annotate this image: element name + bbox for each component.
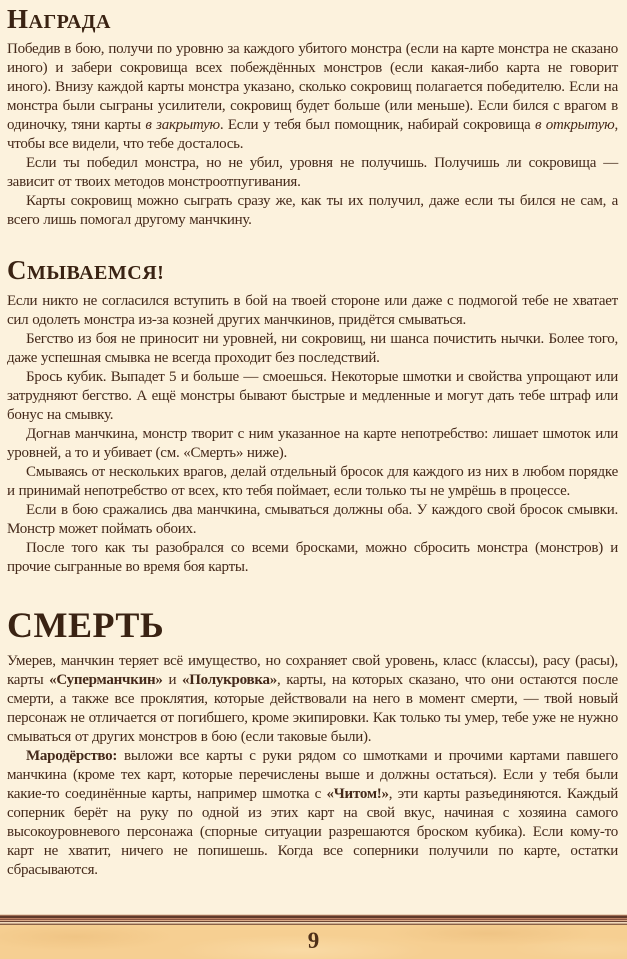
paragraph <box>7 192 618 230</box>
text-bold: «Полукровка» <box>181 672 277 689</box>
text: , карты, на которых сказано, что они остаются после смерти, а также все проклятия, которые действовали на него в момент смерти, — твой новый персонаж не отличается от погибшего, кроме экипировки. Как только ты умер, тебе уже не нужно смываться от других монстров в бою (если таковые были). <box>7 672 618 746</box>
paragraph <box>7 501 618 539</box>
paragraph <box>7 330 618 368</box>
footer-divider <box>0 914 627 925</box>
text: и <box>162 672 182 689</box>
text: Бегство из боя не приносит ни уровней, ни сокровищ, ни шанса почистить нычки. Более того, даже успешная смывка не всегда проходит без последствий. <box>7 330 618 366</box>
text: Если в бою сражались два манчкина, смываться должны оба. У каждого свой бросок смывки. Монстр может поймать обоих. <box>7 501 618 537</box>
section-heading: СМЕРТЬ <box>7 604 165 645</box>
paragraph <box>7 368 618 425</box>
text-italic: в закрытую <box>145 117 220 134</box>
page-number: 9 <box>307 927 320 953</box>
paragraph <box>7 747 618 880</box>
text: , чтобы все видели, что тебе досталось. <box>7 117 619 153</box>
paragraph <box>7 292 618 330</box>
text: . Если у тебя был помощник, набирай сокровища <box>219 117 535 134</box>
paragraph <box>7 652 618 747</box>
section-run-away <box>7 256 618 576</box>
text: , эти карты разъединяются. Каждый соперник берёт на руку по одной из этих карт на свой вкус, начиная с хозяина самого высокоуровневого персонажа (спорные ситуации разрешаются броском кубика). Если кому-то карт не хватит, ничего не попишешь. Когда все соперники получили по карте, остатки сбрасываются. <box>7 786 619 879</box>
text-bold: «Суперманчкин» <box>49 672 163 689</box>
text: Победив в бою, получи по уровню за каждого убитого монстра (если на карте монстра не сказано иного) и забери сокровища всех побеждённых монстров (если какая-либо карта не говорит иного). Внизу каждой карты монстра указано, сколько сокровищ полагается победителю. Если на монстра были сыграны усилители, сокровищ будет больше (или меньше). Если бился с врагом в одиночку, тяни карты <box>7 41 618 134</box>
text: Смываясь от нескольких врагов, делай отдельный бросок для каждого из них в любом порядке и принимай непотребство от всех, кто тебя поймает, если только ты не умрёшь в процессе. <box>7 463 618 499</box>
text-bold: Мародёрство: <box>26 748 118 765</box>
section-heading: СМЫВАЕМСЯ! <box>7 255 165 286</box>
text: Если никто не согласился вступить в бой на твоей стороне или даже с подмогой тебе не хватает сил одолеть монстра из-за козней других манчкинов, придётся смываться. <box>7 292 618 328</box>
text: Умерев, манчкин теряет всё имущество, но сохраняет свой уровень, класс (классы), расу (расы), карты <box>7 653 618 689</box>
text: Карты сокровищ можно сыграть сразу же, как ты их получил, даже если ты бился не сам, а всего лишь помогал другому манчкину. <box>7 193 618 229</box>
paragraph <box>7 425 618 463</box>
text-italic: в открытую <box>535 117 615 134</box>
section-heading: НАГРАДА <box>7 4 111 34</box>
paragraph <box>7 40 618 154</box>
text-bold: «Читом!» <box>326 786 389 803</box>
text: Если ты победил монстра, но не убил, уровня не получишь. Получишь ли сокровища — зависит от твоих методов монстроотпугивания. <box>7 155 618 191</box>
text: После того как ты разобрался со всеми бросками, можно сбросить монстра (монстров) и прочие сыгранные во время боя карты. <box>7 539 618 575</box>
text: Брось кубик. Выпадет 5 и больше — смоешься. Некоторые шмотки и свойства упрощают или затрудняют бегство. А ещё монстры бывают быстрые и медленные и могут дать тебе штраф или бонус на смывку. <box>7 368 618 423</box>
section-award <box>7 5 618 230</box>
paragraph <box>7 539 618 577</box>
page-footer <box>0 914 627 959</box>
text: выложи все карты с руки рядом со шмотками и прочими картами павшего манчкина (кроме тех карт, которые перечислены выше и должны остаться). Если у тебя были какие-то соединённые карты, например шмотка с <box>7 748 618 803</box>
text: Догнав манчкина, монстр творит с ним указанное на карте непотребство: лишает шмоток или уровней, а то и убивает (см. «Смерть» ниже). <box>7 425 618 461</box>
paragraph <box>7 463 618 501</box>
section-death <box>7 604 619 881</box>
footer-band <box>0 925 627 959</box>
paragraph <box>7 154 618 192</box>
